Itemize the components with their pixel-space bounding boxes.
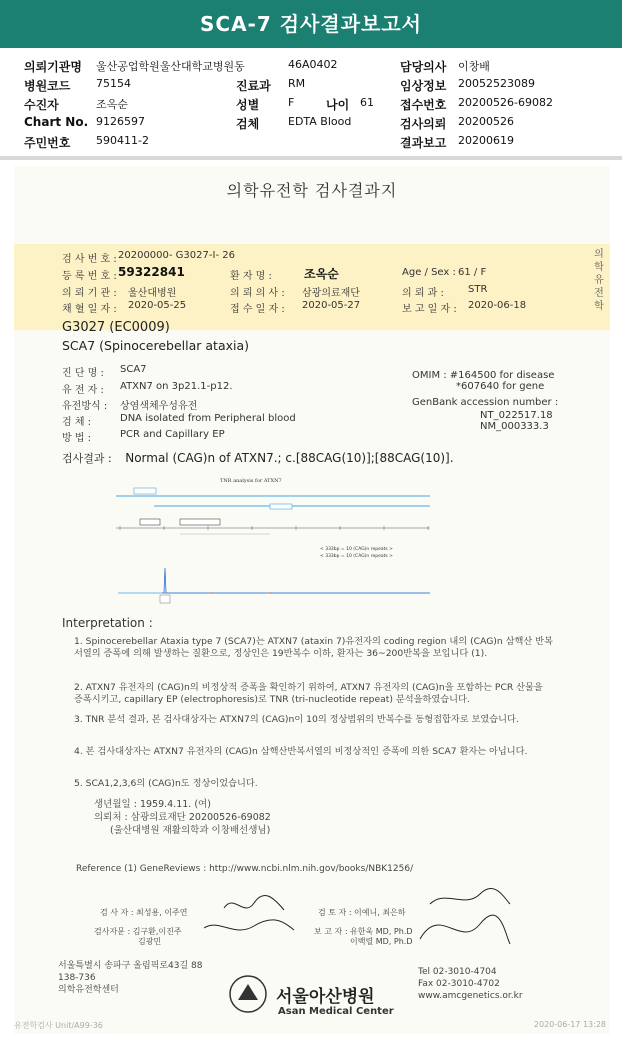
advisor-label: 검사자문 : 김구환,이진주 xyxy=(94,927,182,936)
field-label: 유전방식 : xyxy=(62,401,108,412)
meta-value: STR xyxy=(468,284,488,295)
interp-item: 4. 본 검사대상자는 ATXN7 유전자의 (CAG)n 삼핵산반복서열의 비정상적인 증폭에 의한 SCA7 환자는 아닙니다. xyxy=(74,746,528,757)
meta-value: 2020-05-25 xyxy=(128,300,187,311)
footer-left: 유전학검사 Unit/A99-36 xyxy=(14,1021,103,1030)
contact-block xyxy=(418,966,523,1002)
info-key: 담당의사 xyxy=(400,60,447,74)
meta-label: 의 뢰 의 사 : xyxy=(230,288,285,299)
field-value: DNA isolated from Peripheral blood xyxy=(120,413,296,424)
interp-item: 1. Spinocerebellar Ataxia type 7 (SCA7)는 ATXN7 (ataxin 7)유전자의 coding region 내의 (CAG)n 삼핵산 반복서열의 증폭에 의해 발생하는 질환으로, 정상인은 19반복수 이하, 환자는 36~200반복을 보입니다 (1). xyxy=(74,636,553,659)
contact-line: www.amcgenetics.or.kr xyxy=(418,991,523,1001)
info-key: 병원코드 xyxy=(24,79,71,93)
info-row xyxy=(0,115,622,133)
tnr-analysis-figure xyxy=(110,468,440,608)
meta-value-bold xyxy=(118,265,185,279)
field-value: 상염색체우성유전 xyxy=(120,401,198,412)
meta-label: Age / Sex : xyxy=(402,267,456,278)
info-value: 75154 xyxy=(96,77,131,90)
genbank-label: GenBank accession number : xyxy=(412,397,559,408)
field-label: 진 단 명 : xyxy=(62,368,104,379)
info-value: 이창배 xyxy=(458,60,490,73)
contact-line: Tel 02-3010-4704 xyxy=(418,967,497,977)
reviewer-label: 검 토 자 : 이예니, 최은하 xyxy=(318,908,406,917)
field-label: 유 전 자 : xyxy=(62,385,104,396)
info-key: Chart No. xyxy=(24,115,89,129)
meta-label: 의 뢰 과 : xyxy=(402,288,444,299)
info-row xyxy=(0,58,622,76)
meta-label: 보 고 일 자 : xyxy=(402,304,457,315)
info-value: 46A0402 xyxy=(288,58,338,71)
signature-examiner xyxy=(194,888,304,948)
interp-item: 5. SCA1,2,3,6의 (CAG)n도 정상이었습니다. xyxy=(74,778,258,789)
info-value: F xyxy=(288,96,295,109)
meta-value: 20200000- G3027-I- 26 xyxy=(118,250,235,261)
address-line: 서울특별시 송파구 올림픽로43길 88 xyxy=(58,961,203,971)
info-value: 20200526 xyxy=(458,115,514,128)
meta-value: 2020-05-27 xyxy=(302,300,361,311)
info-value: 20200526-69082 xyxy=(458,96,553,109)
info-key: 진료과 xyxy=(236,79,271,93)
meta-value-bold xyxy=(304,265,339,282)
meta-label: 의 뢰 기 관 : xyxy=(62,288,117,299)
hospital-name-en: Asan Medical Center xyxy=(278,1006,394,1017)
report-header-title: SCA-7 검사결과보고서 xyxy=(0,0,622,48)
primer-box xyxy=(270,504,292,509)
omim-line: OMIM : #164500 for disease xyxy=(412,370,555,381)
reg-number: 59322841 xyxy=(118,265,185,279)
advisor-label: 김광민 xyxy=(138,937,162,946)
info-key: 검사의뢰 xyxy=(400,117,447,131)
info-value: 61 xyxy=(360,96,374,109)
contact-line: Fax 02-3010-4702 xyxy=(418,979,500,989)
repeat-note: < 333bp = 10 (CAG)n repeats > xyxy=(320,547,393,552)
genbank-value: NT_022517.18 xyxy=(480,410,553,421)
disease-name: SCA7 (Spinocerebellar ataxia) xyxy=(62,338,250,353)
address-line: 138-736 xyxy=(58,973,96,983)
info-value: 20200619 xyxy=(458,134,514,147)
info-key: 나이 xyxy=(326,98,350,112)
chart-title: TNR analysis for ATXN7 xyxy=(220,478,282,484)
info-key: 검체 xyxy=(236,117,260,131)
trace-peak xyxy=(162,568,430,593)
meta-label: 접 수 일 자 : xyxy=(230,304,285,315)
reference-line: Reference (1) GeneReviews : http://www.ncbi.nlm.nih.gov/books/NBK1256/ xyxy=(76,864,414,874)
hospital-logo-icon xyxy=(228,974,268,1014)
scanned-report xyxy=(14,166,610,1034)
test-code: G3027 (EC0009) xyxy=(62,320,170,335)
meta-label: 채 혈 일 자 : xyxy=(62,304,117,315)
info-value: RM xyxy=(288,77,306,90)
info-value: 울산공업학원울산대학교병원동 xyxy=(96,60,245,73)
info-row xyxy=(0,77,622,95)
peak-label-box xyxy=(160,595,170,603)
report-title: 의학유전학 검사결과지 xyxy=(226,181,398,200)
field-value: SCA7 xyxy=(120,364,147,375)
info-key: 결과보고 xyxy=(400,136,447,150)
dept-note: (울산대병원 재활의학과 이창배선생님) xyxy=(110,825,271,836)
info-value: 9126597 xyxy=(96,115,145,128)
patient-info-panel xyxy=(0,50,622,156)
info-key: 수진자 xyxy=(24,98,59,112)
patient-name: 조옥순 xyxy=(304,267,339,281)
repeat-note: < 333bp = 10 (CAG)n repeats > xyxy=(320,554,393,559)
address-line: 의학유전학센터 xyxy=(58,985,119,995)
meta-value: 2020-06-18 xyxy=(468,300,527,311)
reporter-label: 보 고 자 : 유한욱 MD, Ph.D xyxy=(314,927,413,936)
result-value: Normal (CAG)n of ATXN7.; c.[88CAG(10)];[88CAG(10)]. xyxy=(125,451,454,465)
meta-value: 울산대병원 xyxy=(128,288,177,299)
info-row xyxy=(0,96,622,114)
ruler-box xyxy=(180,519,220,525)
result-label: 검사결과 : xyxy=(62,452,112,465)
primer-box xyxy=(134,488,156,494)
info-value: 590411-2 xyxy=(96,134,149,147)
meta-label: 환 자 명 : xyxy=(230,271,272,282)
field-label: 검 체 : xyxy=(62,417,92,428)
field-value: ATXN7 on 3p21.1-p12. xyxy=(120,381,233,392)
omim-line: *607640 for gene xyxy=(456,381,545,392)
info-value: 조옥순 xyxy=(96,98,128,111)
info-row xyxy=(0,134,622,152)
divider xyxy=(0,156,622,160)
genbank-value: NM_000333.3 xyxy=(480,421,549,432)
info-value: 20052523089 xyxy=(458,77,535,90)
info-value: EDTA Blood xyxy=(288,115,352,128)
meta-value: 삼광의료재단 xyxy=(302,288,360,299)
interp-item: 2. ATXN7 유전자의 (CAG)n의 비정상적 증폭을 확인하기 위하여, ATXN7 유전자의 (CAG)n을 포함하는 PCR 산물을 증폭시키고, capillary EP (electrophoresis)로 TNR (tri-nucleotide repeat) 분석을하였습니다. xyxy=(74,682,543,705)
side-vertical-label: 의학유전학 xyxy=(594,249,604,312)
reporter-label: 이백렬 MD, Ph.D xyxy=(350,937,413,946)
meta-label: 등 록 번 호 : xyxy=(62,271,117,282)
info-key: 임상정보 xyxy=(400,79,447,93)
meta-value: 61 / F xyxy=(458,267,487,278)
field-label: 방 법 : xyxy=(62,433,92,444)
info-key: 성별 xyxy=(236,98,260,112)
info-key: 주민번호 xyxy=(24,136,71,150)
request-note: 의뢰처 : 삼광의료재단 20200526-69082 xyxy=(94,812,271,823)
info-key: 의뢰기관명 xyxy=(24,60,82,74)
interp-item: 3. TNR 분석 결과, 본 검사대상자는 ATXN7의 (CAG)n이 10의 정상범위의 반복수를 동형접합자로 보였습니다. xyxy=(74,714,519,725)
interpretation-title: Interpretation : xyxy=(62,616,153,630)
meta-label: 검 사 번 호 : xyxy=(62,254,117,265)
address-block xyxy=(58,960,203,996)
ruler-box xyxy=(140,519,160,525)
hospital-name-ko: 서울아산병원 xyxy=(276,987,375,1007)
field-value: PCR and Capillary EP xyxy=(120,429,225,440)
footer-right: 2020-06-17 13:28 xyxy=(533,1020,606,1029)
result-line xyxy=(62,450,454,466)
examiner-label: 검 사 자 : 최성용, 이주연 xyxy=(100,908,188,917)
signature-reviewer xyxy=(410,884,520,954)
birth-note: 생년월일 : 1959.4.11. (여) xyxy=(94,799,211,810)
info-key: 접수번호 xyxy=(400,98,447,112)
